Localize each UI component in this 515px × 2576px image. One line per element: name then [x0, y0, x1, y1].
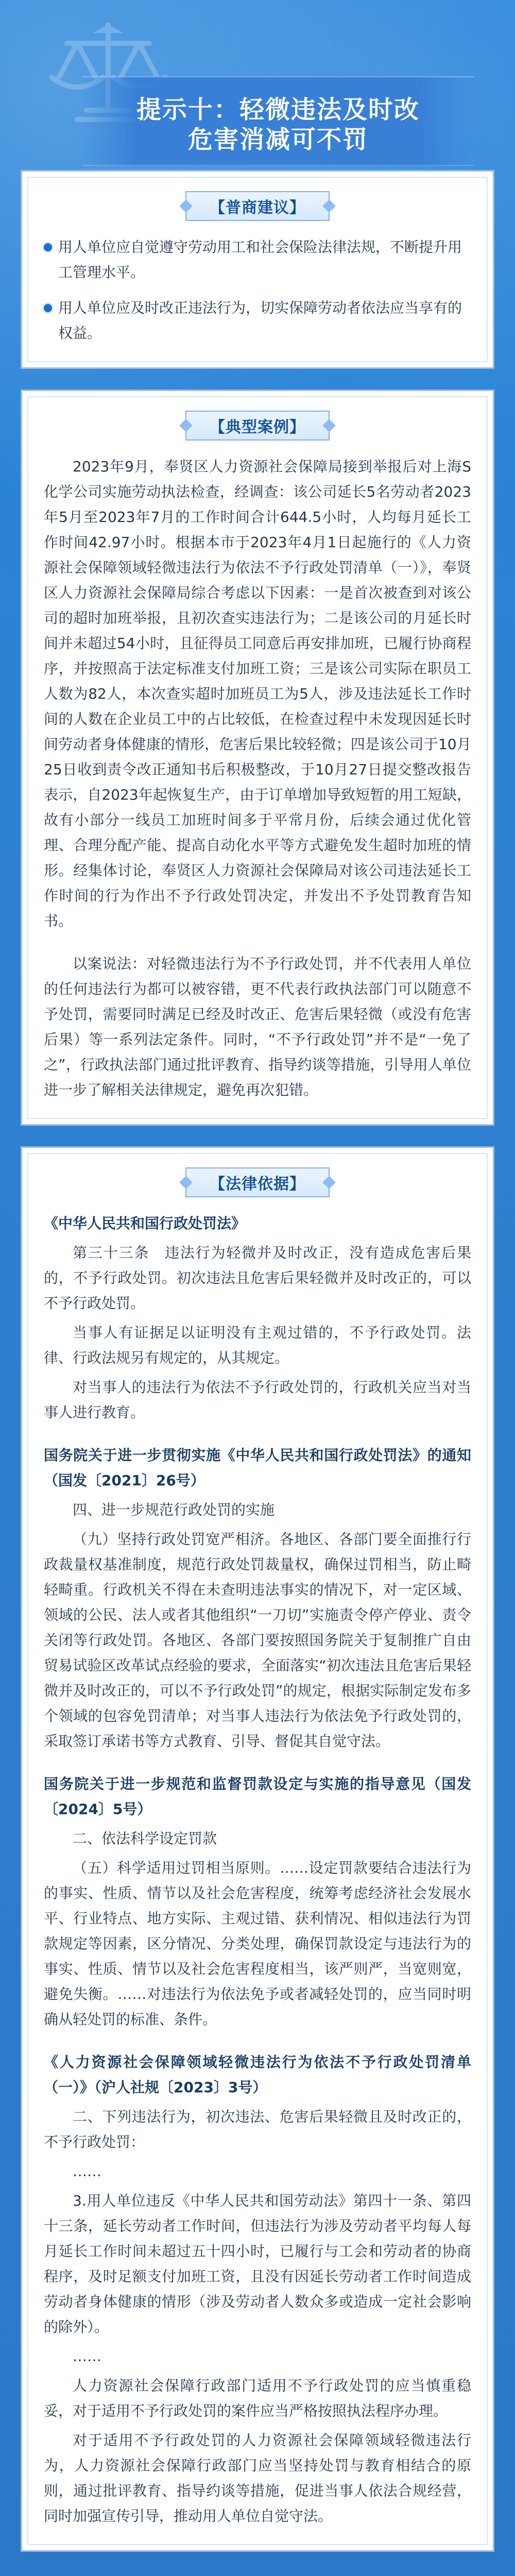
- law-paragraph: 当事人有证据足以证明没有主观过错的，不予行政处罚。法律、行政法规另有规定的，从其规定。: [44, 1324, 471, 1366]
- law-paragraph: 对当事人的违法行为依法不予行政处罚的，行政机关应当对当事人进行教育。: [44, 1379, 471, 1421]
- law-paragraph: 四、进一步规范行政处罚的实施: [73, 1501, 275, 1518]
- law-paragraph: 二、依法科学设定罚款: [73, 1830, 217, 1847]
- law-section: [21, 1146, 494, 2552]
- law-paragraph: 对于适用不予行政处罚的人力资源社会保障领域轻微违法行为，人力资源社会保障行政部门应当坚持处罚与教育相结合的原则，通过批评教育、指导约谈等措施，促进当事人依法合规经营，同时加强宣传引导，推动用人单位自觉守法。: [44, 2432, 471, 2524]
- advice-item-text: 用人单位应及时改正违法行为，切实保障劳动者依法应当享有的权益。: [58, 299, 462, 342]
- advice-item-text: 用人单位应自觉遵守劳动用工和社会保险法律法规，不断提升用工管理水平。: [58, 239, 462, 281]
- bottom-fade: [0, 2550, 515, 2576]
- hero-banner: [21, 0, 494, 170]
- case-heading-text: 【典型案例】: [210, 418, 305, 436]
- advice-heading-text: 【普商建议】: [210, 199, 305, 217]
- law-paragraph-title: 《人力资源社会保障领域轻微违法行为依法不予行政处罚清单（一）》（沪人社规〔2023〕3号）: [44, 2054, 471, 2096]
- advice-section: [21, 170, 494, 369]
- law-heading: [185, 1167, 330, 1197]
- law-paragraph: 人力资源社会保障行政部门适用不予行政处罚的应当慎重稳妥，对于适用不予行政处罚的案件应当严格按照执法程序办理。: [44, 2377, 471, 2419]
- advice-item: [44, 234, 471, 285]
- case-heading: [185, 411, 330, 440]
- law-paragraph: （五）科学适用过罚相当原则。……设定罚款要结合违法行为的事实、性质、情节以及社会危害程度，统筹考虑经济社会发展水平、行业特点、地方实际、主观过错、获利情况、相似违法行为罚款规定等因素，区分情况、分类处理，确保罚款设定与违法行为的事实、性质、情节以及社会危害程度相当，该严则严，当宽则宽，避免失衡。……对违法行为依法免予或者减轻处罚的，应当同时明确从轻处罚的标准、条件。: [44, 1859, 471, 2028]
- law-paragraph-ellipsis: ……: [73, 2163, 101, 2180]
- law-paragraph-title: 国务院关于进一步贯彻实施《中华人民共和国行政处罚法》的通知（国发〔2021〕26号）: [44, 1447, 471, 1489]
- case-paragraph: 以案说法：对轻微违法行为不予行政处罚，并不代表用人单位的任何违法行为都可以被容错，更不代表行政执法部门可以随意不予处罚，需要同时满足已经及时改正、危害后果轻微（或没有危害后果）等一系列法定条件。同时，“不予行政处罚”并不是“一免了之”，行政执法部门通过批评教育、指导约谈等措施，引导用人单位进一步了解相关法律规定，避免再次犯错。: [44, 955, 471, 1098]
- law-heading-text: 【法律依据】: [210, 1175, 305, 1193]
- law-paragraph: 二、下列违法行为，初次违法、危害后果轻微且及时改正的，不予行政处罚：: [44, 2108, 471, 2150]
- case-paragraph: 2023年9月，奉贤区人力资源社会保障局接到举报后对上海S化学公司实施劳动执法检查，经调查：该公司延长5名劳动者2023年5月至2023年7月的工作时间合计644.5小时，人均每月延长工作时间42.97小时。根据本市于2023年4月1日起施行的《人力资源社会保障领域轻微违法行为依法不予行政处罚清单（一）》，奉贤区人力资源社会保障局综合考虑以下因素：一是首次被查到对该公司的超时加班举报，且初次查实违法行为；二是该公司的月延长时间并未超过54小时，且征得员工同意后再安排加班，已履行协商程序，并按照高于法定标准支付加班工资；三是该公司实际在职员工人数为82人，本次查实超时加班员工为5人，涉及违法延长工作时间的人数在企业员工中的占比较低，在检查过程中未发现因延长时间劳动者身体健康的情形，危害后果比较轻微；四是该公司于10月25日收到责令改正通知书后积极整改，于10月27日提交整改报告表示，自2023年起恢复生产，由于订单增加导致短暂的用工短缺，故有小部分一线员工加班时间多于平常月份，后续会通过优化管理、合理分配产能、提高自动化水平等方式避免发生超时加班的情形。经集体讨论，奉贤区人力资源社会保障局对该公司违法延长工作时间的行为作出不予行政处罚决定，并发出不予处罚教育告知书。: [44, 458, 471, 929]
- bullet-dot-icon: [44, 243, 52, 251]
- law-paragraph-title: 《中华人民共和国行政处罚法》: [44, 1215, 246, 1232]
- law-paragraphs: [44, 1211, 471, 2529]
- case-section: [21, 389, 494, 1126]
- law-paragraph: 3.用人单位违反《中华人民共和国劳动法》第四十一条、第四十三条，延长劳动者工作时间，但违法行为涉及劳动者平均每人每月延长工作时间未超过五十四小时，已履行与工会和劳动者的协商程序，及时足额支付加班工资，且没有因延长劳动者工作时间造成劳动者身体健康的情形（涉及劳动者人数众多或造成一定社会影响的除外）。: [44, 2192, 471, 2335]
- advice-item: [44, 295, 471, 346]
- hero-title: 提示十：轻微违法及时改 危害消减可不罚: [136, 95, 420, 154]
- bullet-dot-icon: [44, 304, 52, 312]
- case-paragraphs: [44, 454, 471, 1103]
- law-paragraph-ellipsis: ……: [73, 2348, 101, 2365]
- hero-title-band: [82, 76, 474, 166]
- advice-heading: [185, 191, 330, 221]
- advice-list: [44, 234, 471, 346]
- law-paragraph-title: 国务院关于进一步规范和监督罚款设定与实施的指导意见（国发〔2024〕5号）: [44, 1775, 471, 1818]
- law-paragraph: 第三十三条 违法行为轻微并及时改正，没有造成危害后果的，不予行政处罚。初次违法且危害后果轻微并及时改正的，可以不予行政处罚。: [44, 1244, 471, 1312]
- law-paragraph: （九）坚持行政处罚宽严相济。各地区、各部门要全面推行行政裁量权基准制度，规范行政处罚裁量权，确保过罚相当，防止畸轻畸重。行政机关不得在未查明违法事实的情况下，对一定区域、领域的公民、法人或者其他组织“一刀切”实施责令停产停业、责令关闭等行政处罚。各地区、各部门要按照国务院关于复制推广自由贸易试验区改革试点经验的要求，全面落实“初次违法且危害后果轻微并及时改正的，可以不予行政处罚”的规定，根据实际制定发布多个领域的包容免罚清单；对当事人违法行为依法免予行政处罚的，采取签订承诺书等方式教育、引导、督促其自觉守法。: [44, 1531, 471, 1750]
